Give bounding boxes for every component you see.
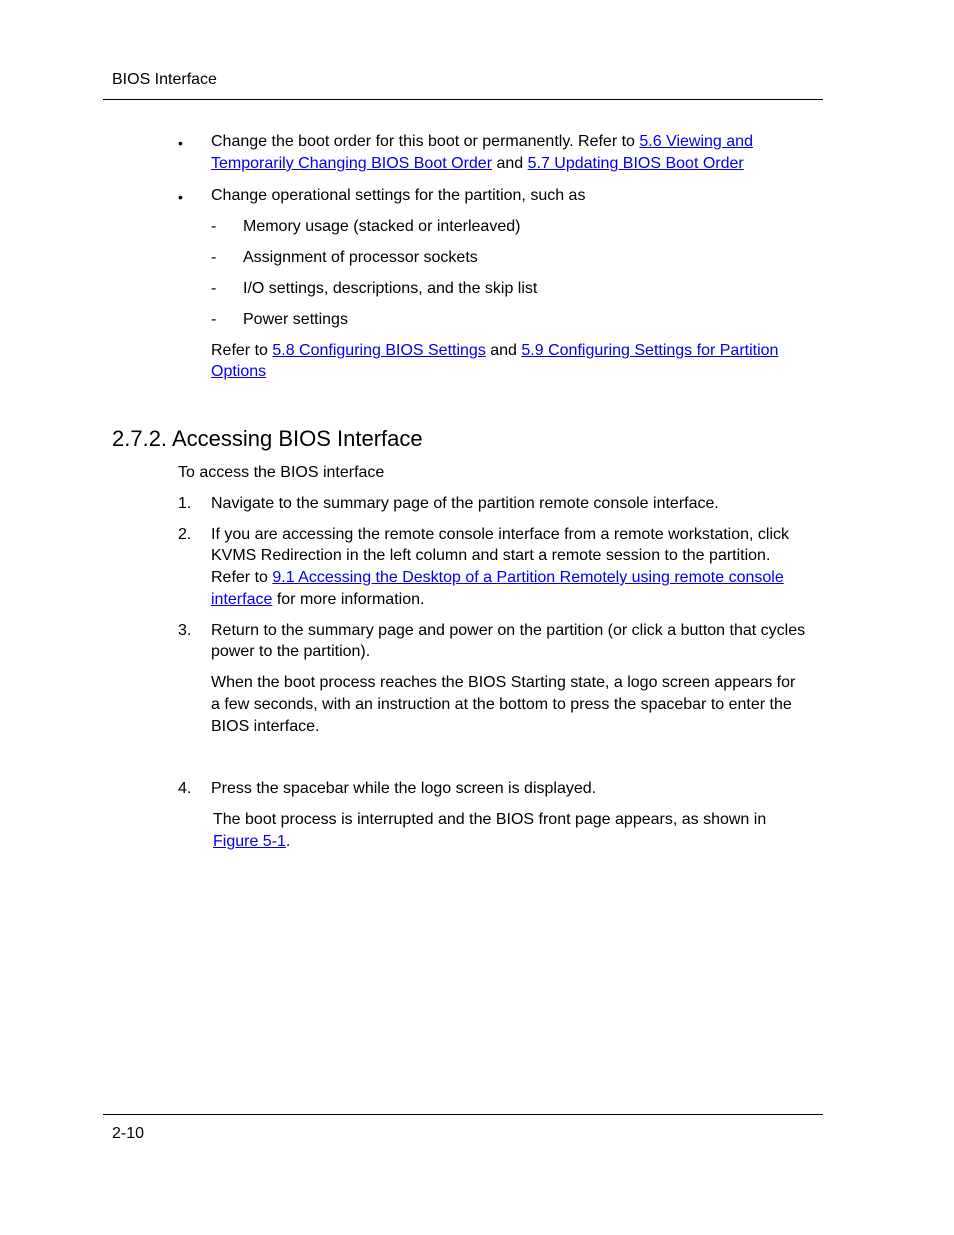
step-3-line-2: power to the partition). — [211, 643, 371, 660]
sub-item-dash: - — [211, 218, 217, 235]
link-5-7-updating[interactable]: 5.7 Updating BIOS Boot Order — [527, 155, 744, 172]
sub-item-dash: - — [211, 311, 217, 328]
and-text: and — [492, 155, 528, 172]
step-2-line-4 — [211, 589, 424, 611]
step-3-para-line-1: When the boot process reaches the BIOS Starting state, a logo screen appears for — [211, 674, 796, 691]
sub-item-dash: - — [211, 280, 217, 297]
link-5-9-configuring[interactable]: 5.9 Configuring Settings for Partition — [521, 342, 779, 359]
sub-item-power: Power settings — [243, 311, 348, 328]
bullet-1-line-2 — [211, 153, 744, 175]
page-number: 2-10 — [112, 1125, 145, 1142]
after-link-text: for more information. — [272, 591, 425, 608]
link-figure-5-1[interactable]: Figure 5-1 — [213, 833, 286, 850]
step-4-text: Press the spacebar while the logo screen is displayed. — [211, 780, 597, 797]
section-intro: To access the BIOS interface — [178, 464, 385, 481]
section-heading: 2.7.2. Accessing BIOS Interface — [112, 426, 423, 451]
and-text: and — [485, 342, 522, 359]
link-5-9-configuring-cont[interactable]: Options — [211, 363, 267, 380]
sub-item-processor: Assignment of processor sockets — [243, 249, 478, 266]
refer-text: Refer to — [211, 342, 273, 359]
bullet-1-line-1 — [211, 131, 753, 153]
step-2-line-1: If you are accessing the remote console interface from a remote workstation, click — [211, 526, 790, 543]
bullet-marker: • — [178, 135, 183, 151]
refer-line-2 — [211, 361, 266, 383]
bullet-1-text: Change the boot order for this boot or permanently. Refer to — [211, 133, 640, 150]
step-1-text: Navigate to the summary page of the partition remote console interface. — [211, 495, 719, 512]
running-header: BIOS Interface — [112, 71, 217, 88]
refer-text: Refer to — [211, 569, 273, 586]
step-3-line-1: Return to the summary page and power on the partition (or click a button that cycles — [211, 622, 806, 639]
link-5-6-viewing[interactable]: 5.6 Viewing and — [639, 133, 753, 150]
sub-item-io: I/O settings, descriptions, and the skip list — [243, 280, 538, 297]
step-number: 3. — [178, 622, 192, 639]
step-2-line-2: KVMS Redirection in the left column and start a remote session to the partition. — [211, 547, 771, 564]
step-2-line-3 — [211, 567, 784, 589]
bullet-2-text: Change operational settings for the partition, such as — [211, 187, 586, 204]
step-4-para-line-2 — [213, 831, 290, 853]
step-number: 1. — [178, 495, 192, 512]
step-3-para-line-3: BIOS interface. — [211, 718, 320, 735]
bullet-marker: • — [178, 189, 183, 205]
link-9-1-accessing[interactable]: 9.1 Accessing the Desktop of a Partition Remotely using remote console — [272, 569, 784, 586]
link-5-8-configuring[interactable]: 5.8 Configuring BIOS Settings — [272, 342, 486, 359]
link-9-1-accessing-cont[interactable]: interface — [211, 591, 273, 608]
sub-item-dash: - — [211, 249, 217, 266]
sub-item-memory: Memory usage (stacked or interleaved) — [243, 218, 521, 235]
after-link-text: . — [285, 833, 291, 850]
step-3-para-line-2: a few seconds, with an instruction at the bottom to press the spacebar to enter the — [211, 696, 792, 713]
step-number: 4. — [178, 780, 192, 797]
step-number: 2. — [178, 526, 192, 543]
step-4-para-line-1: The boot process is interrupted and the BIOS front page appears, as shown in — [213, 811, 767, 828]
header-rule — [103, 99, 823, 100]
footer-rule — [103, 1114, 823, 1115]
refer-line-1 — [211, 340, 778, 362]
link-5-6-viewing-cont[interactable]: Temporarily Changing BIOS Boot Order — [211, 155, 493, 172]
